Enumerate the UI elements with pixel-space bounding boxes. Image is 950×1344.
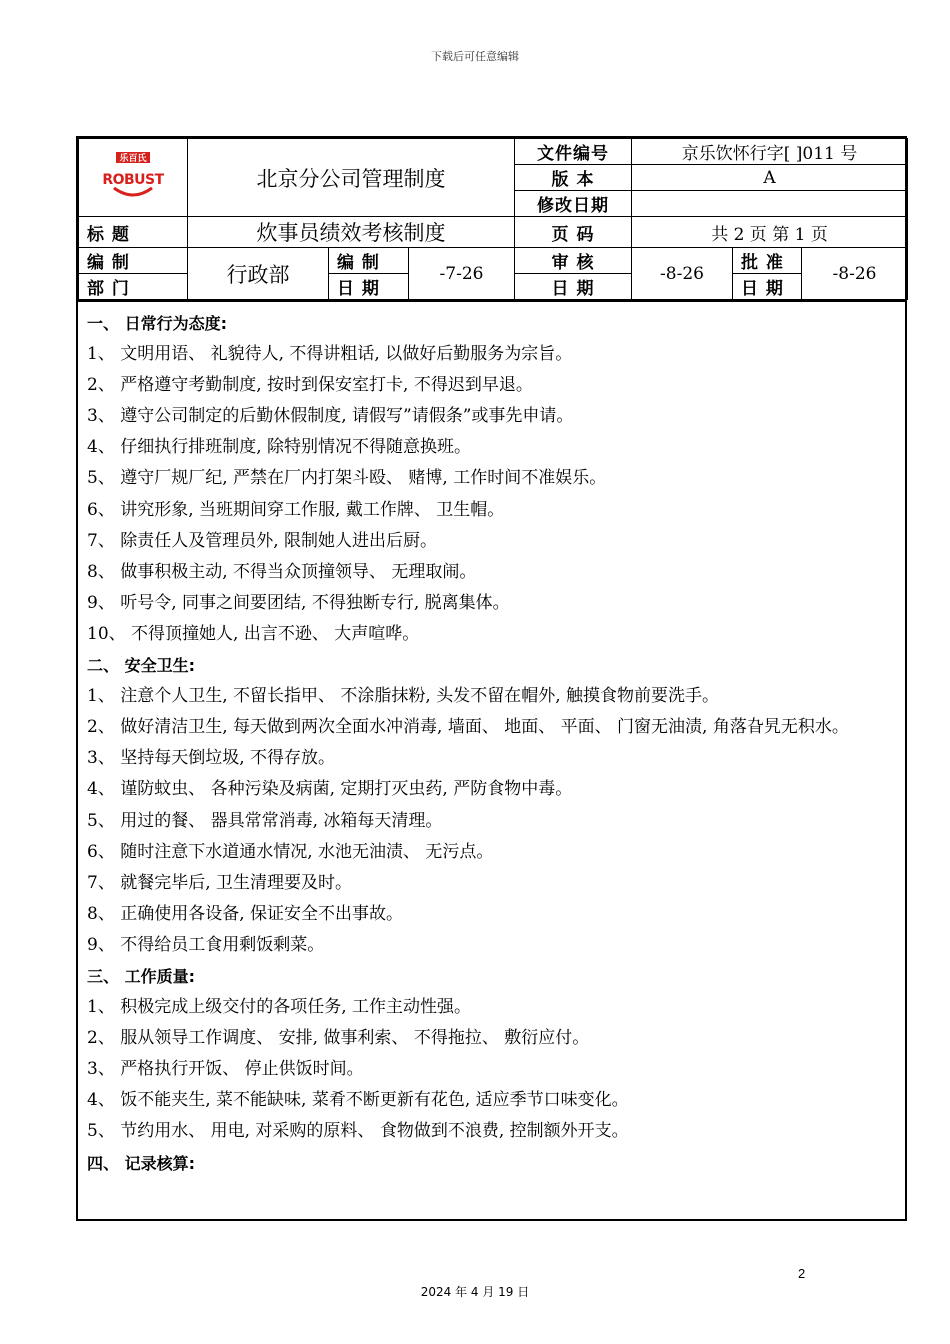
pages-label: 页 码 [515, 217, 632, 248]
rule-item: 7、 就餐完毕后, 卫生清理要及时。 [87, 872, 353, 893]
company-title: 北京分公司管理制度 [188, 139, 515, 217]
rule-item: 2、 做好清洁卫生, 每天做到两次全面水冲消毒, 墙面、 地面、 平面、 门窗无油渍, 角落旮旯无积水。 [87, 717, 849, 738]
revision-value [632, 191, 908, 217]
compile-date: -7-26 [409, 248, 515, 300]
compile-date-label: 日 期 [329, 274, 409, 300]
rule-item: 5、 用过的餐、 器具常常消毒, 冰箱每天清理。 [87, 810, 443, 831]
rule-item: 6、 随时注意下水道通水情况, 水池无油渍、 无污点。 [87, 841, 494, 862]
rule-item: 10、 不得顶撞她人, 出言不逊、 大声喧哗。 [87, 623, 420, 644]
rule-item: 2、 严格遵守考勤制度, 按时到保安室打卡, 不得迟到早退。 [87, 375, 533, 396]
title-value: 炊事员绩效考核制度 [188, 217, 515, 248]
logo-cell [79, 139, 188, 217]
review-date: -8-26 [632, 248, 733, 300]
review-date-label: 日 期 [515, 274, 632, 300]
rule-item: 7、 除责任人及管理员外, 限制她人进出后厨。 [87, 530, 438, 551]
rule-item: 2、 服从领导工作调度、 安排, 做事利索、 不得拖拉、 敷衍应付。 [87, 1028, 590, 1049]
page-number: 2 [798, 1266, 806, 1281]
dept-label: 部 门 [79, 274, 188, 300]
rule-item: 1、 文明用语、 礼貌待人, 不得讲粗话, 以做好后勤服务为宗旨。 [87, 344, 573, 365]
header-note: 下载后可任意编辑 [431, 50, 519, 63]
version-label: 版 本 [515, 165, 632, 191]
rule-item: 5、 节约用水、 用电, 对采购的原料、 食物做到不浪费, 控制额外开支。 [87, 1121, 629, 1142]
svg-text:ROBUST: ROBUST [102, 171, 164, 188]
approve-date: -8-26 [802, 248, 908, 300]
review-label: 审 核 [515, 248, 632, 274]
rule-item: 4、 谨防蚊虫、 各种污染及病菌, 定期打灭虫药, 严防食物中毒。 [87, 779, 573, 800]
rule-item: 3、 遵守公司制定的后勤休假制度, 请假写”请假条”或事先申请。 [87, 406, 574, 427]
section-heading: 三、 工作质量: [87, 966, 195, 986]
rule-item: 3、 严格执行开饭、 停止供饭时间。 [87, 1059, 364, 1080]
dept-value: 行政部 [188, 248, 329, 300]
rule-item: 1、 积极完成上级交付的各项任务, 工作主动性强。 [87, 997, 472, 1018]
rule-item: 5、 遵守厂规厂纪, 严禁在厂内打架斗殴、 赌博, 工作时间不准娱乐。 [87, 468, 607, 489]
rule-item: 1、 注意个人卫生, 不留长指甲、 不涂脂抹粉, 头发不留在帽外, 触摸食物前要洗手。 [87, 686, 720, 707]
rule-item: 4、 饭不能夹生, 菜不能缺味, 菜肴不断更新有花色, 适应季节口味变化。 [87, 1090, 629, 1111]
doc-no-label: 文件编号 [515, 139, 632, 165]
robust-logo-icon [102, 150, 164, 206]
revision-label: 修改日期 [515, 191, 632, 217]
rule-item: 9、 不得给员工食用剩饭剩菜。 [87, 934, 325, 955]
author-label: 编 制 [79, 248, 188, 274]
compile-label: 编 制 [329, 248, 409, 274]
rule-item: 8、 正确使用各设备, 保证安全不出事故。 [87, 903, 404, 924]
pages-value: 共 2 页 第 1 页 [632, 217, 908, 248]
document-body [78, 300, 905, 1179]
svg-text:乐百氏: 乐百氏 [119, 153, 147, 164]
section-heading: 一、 日常行为态度: [87, 314, 227, 333]
rule-item: 6、 讲究形象, 当班期间穿工作服, 戴工作牌、 卫生帽。 [87, 499, 505, 520]
rule-item: 3、 坚持每天倒垃圾, 不得存放。 [87, 748, 336, 769]
section-heading: 二、 安全卫生: [87, 656, 195, 676]
document-frame [76, 136, 907, 1221]
version-value: A [632, 165, 908, 191]
footer-date: 2024 年 4 月 19 日 [420, 1285, 530, 1299]
document-header-table [78, 138, 908, 300]
rule-item: 9、 听号令, 同事之间要团结, 不得独断专行, 脱离集体。 [87, 592, 510, 613]
rule-item: 8、 做事积极主动, 不得当众顶撞领导、 无理取闹。 [87, 561, 477, 582]
section-heading: 四、 记录核算: [87, 1153, 195, 1173]
title-label: 标 题 [79, 217, 188, 248]
approve-date-label: 日 期 [733, 274, 802, 300]
rule-item: 4、 仔细执行排班制度, 除特别情况不得随意换班。 [87, 437, 472, 458]
doc-no-value: 京乐饮怀行字[ ]011 号 [632, 139, 908, 165]
approve-label: 批 准 [733, 248, 802, 274]
